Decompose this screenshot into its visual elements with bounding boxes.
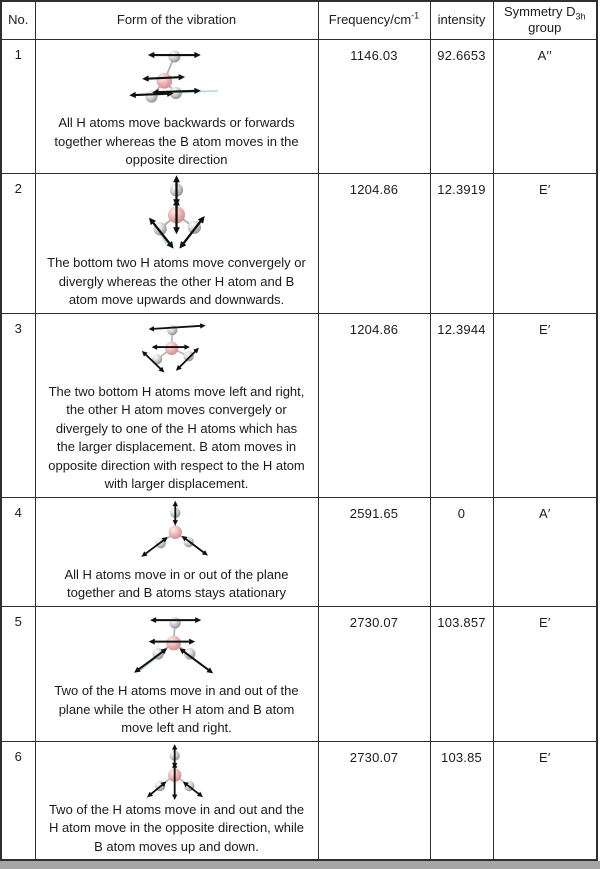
symmetry-header-text-2: group xyxy=(528,20,562,36)
hydrogen-atom xyxy=(167,324,177,334)
vibration-description: Two of the H atoms move in and out and the H atom move in the opposite direction, while B atom moves up and down. xyxy=(48,801,305,854)
vibration-description: All H atoms move backwards or forwards together whereas the B atom moves in the opposite direction xyxy=(54,115,299,168)
symmetry-value: E′ xyxy=(493,173,597,313)
frequency-value: 2730.07 xyxy=(318,606,430,741)
col-header-intensity: intensity xyxy=(430,1,493,39)
frequency-value: 2591.65 xyxy=(318,497,430,606)
vibration-description: The bottom two H atoms move convergely or divergly whereas the other H atom and B atom move upwards and downwards. xyxy=(47,255,306,308)
table-row xyxy=(1,313,597,497)
bh3-molecule-figure xyxy=(137,747,216,805)
symmetry-value: E′ xyxy=(493,313,597,497)
bh3-molecule-figure xyxy=(133,612,221,676)
vibration-form-cell xyxy=(35,173,318,313)
intensity-value: 103.85 xyxy=(430,741,493,860)
bh3-molecule-figure xyxy=(130,45,223,113)
header-row xyxy=(1,1,597,39)
vibration-diagram xyxy=(36,747,318,808)
frequency-value: 2730.07 xyxy=(318,741,430,860)
col-header-frequency xyxy=(318,1,430,39)
row-number: 4 xyxy=(1,497,35,606)
frequency-header-text: Frequency/cm xyxy=(328,12,412,28)
symmetry-header-text: Symmetry D xyxy=(503,4,576,19)
vibration-diagram xyxy=(36,612,318,679)
vibration-diagram xyxy=(36,45,318,116)
hydrogen-atom xyxy=(169,617,180,628)
col-header-symmetry xyxy=(493,1,597,39)
row-number: 5 xyxy=(1,606,35,741)
boron-atom xyxy=(166,635,181,650)
intensity-value: 12.3919 xyxy=(430,173,493,313)
col-header-form: Form of the vibration xyxy=(35,1,318,39)
symmetry-value: E′ xyxy=(493,606,597,741)
frequency-value: 1204.86 xyxy=(318,173,430,313)
row-number: 3 xyxy=(1,313,35,497)
col-header-no: No. xyxy=(1,1,35,39)
hydrogen-atom xyxy=(168,50,180,62)
symmetry-header-subscript: 3h xyxy=(575,11,586,22)
boron-atom xyxy=(156,72,172,88)
symmetry-value: E′ xyxy=(493,741,597,860)
vibration-diagram xyxy=(36,503,318,564)
table-row xyxy=(1,39,597,173)
vibration-form-cell xyxy=(35,39,318,173)
frequency-value: 1204.86 xyxy=(318,313,430,497)
table-body xyxy=(1,39,597,860)
row-number: 1 xyxy=(1,39,35,173)
vibration-form-cell xyxy=(35,741,318,860)
symmetry-value: A′′ xyxy=(493,39,597,173)
row-number: 6 xyxy=(1,741,35,860)
row-number: 2 xyxy=(1,173,35,313)
intensity-value: 12.3944 xyxy=(430,313,493,497)
boron-atom xyxy=(165,341,178,354)
intensity-value: 92.6653 xyxy=(430,39,493,173)
intensity-value: 0 xyxy=(430,497,493,606)
table-row xyxy=(1,606,597,741)
hydrogen-atom xyxy=(183,351,193,361)
frequency-value: 1146.03 xyxy=(318,39,430,173)
table-row xyxy=(1,741,597,860)
vibration-description: Two of the H atoms move in and out of the plane while the other H atom and B atom move left and right. xyxy=(54,683,299,736)
vibration-description: The two bottom H atoms move left and right, the other H atom moves convergely or divergely to one of the H atoms which has the larger displacement. B atom moves in opposite direction with respect to the H atom with larger displacement. xyxy=(48,383,305,492)
intensity-value: 103.857 xyxy=(430,606,493,741)
bh3-molecule-figure xyxy=(137,503,216,561)
boron-atom xyxy=(169,525,182,538)
vibration-form-cell xyxy=(35,606,318,741)
vibration-diagram xyxy=(36,319,318,380)
symmetry-value: A′ xyxy=(493,497,597,606)
table-row xyxy=(1,497,597,606)
bh3-molecule-figure xyxy=(126,179,227,253)
vibration-form-cell xyxy=(35,497,318,606)
frequency-header-superscript: -1 xyxy=(411,10,420,21)
vibration-description: All H atoms move in or out of the plane together and B atoms stays atationary xyxy=(64,566,289,601)
vibration-form-cell xyxy=(35,313,318,497)
bh3-molecule-figure xyxy=(137,319,216,377)
vibration-diagram xyxy=(36,179,318,256)
page-bottom-strip xyxy=(0,861,600,869)
table-row xyxy=(1,173,597,313)
